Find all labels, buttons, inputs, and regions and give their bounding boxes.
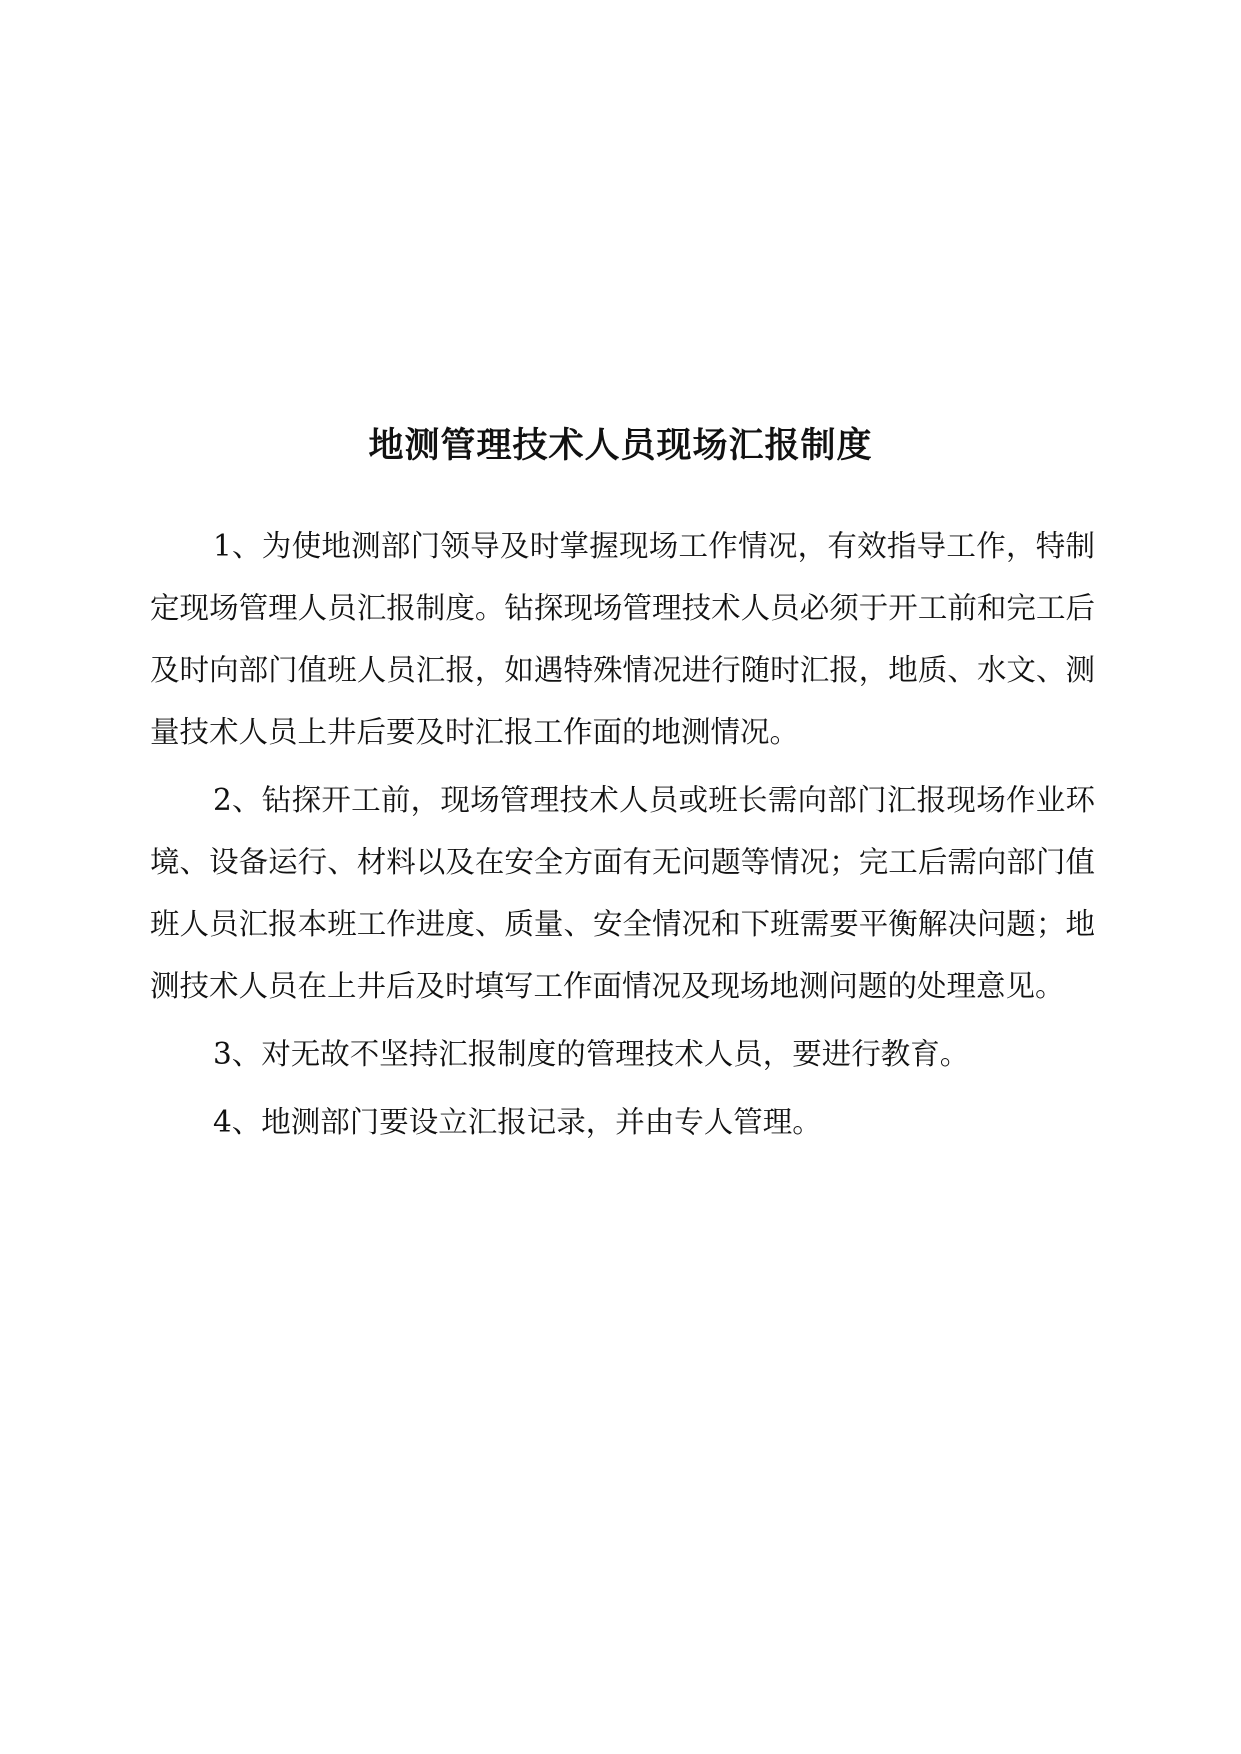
paragraph-4: 4、地测部门要设立汇报记录，并由专人管理。 [213, 1105, 822, 1139]
paragraph-3: 3、对无故不坚持汇报制度的管理技术人员，要进行教育。 [213, 1037, 970, 1071]
document-title: 地测管理技术人员现场汇报制度 [368, 426, 873, 466]
paragraph-2: 2、钻探开工前，现场管理技术人员或班长需向部门汇报现场作业环境、设备运行、材料以及在安全方面有无问题等情况；完工后需向部门值班人员汇报本班工作进度、质量、安全情况和下班需要平衡解决问题；地测技术人员在上井后及时填写工作面情况及现场地测问题的处理意见。 [150, 783, 1095, 1003]
paragraph-1: 1、为使地测部门领导及时掌握现场工作情况，有效指导工作，特制定现场管理人员汇报制度。钻探现场管理技术人员必须于开工前和完工后及时向部门值班人员汇报，如遇特殊情况进行随时汇报，地质、水文、测量技术人员上井后要及时汇报工作面的地测情况。 [150, 529, 1095, 749]
document-body [150, 515, 1095, 1159]
